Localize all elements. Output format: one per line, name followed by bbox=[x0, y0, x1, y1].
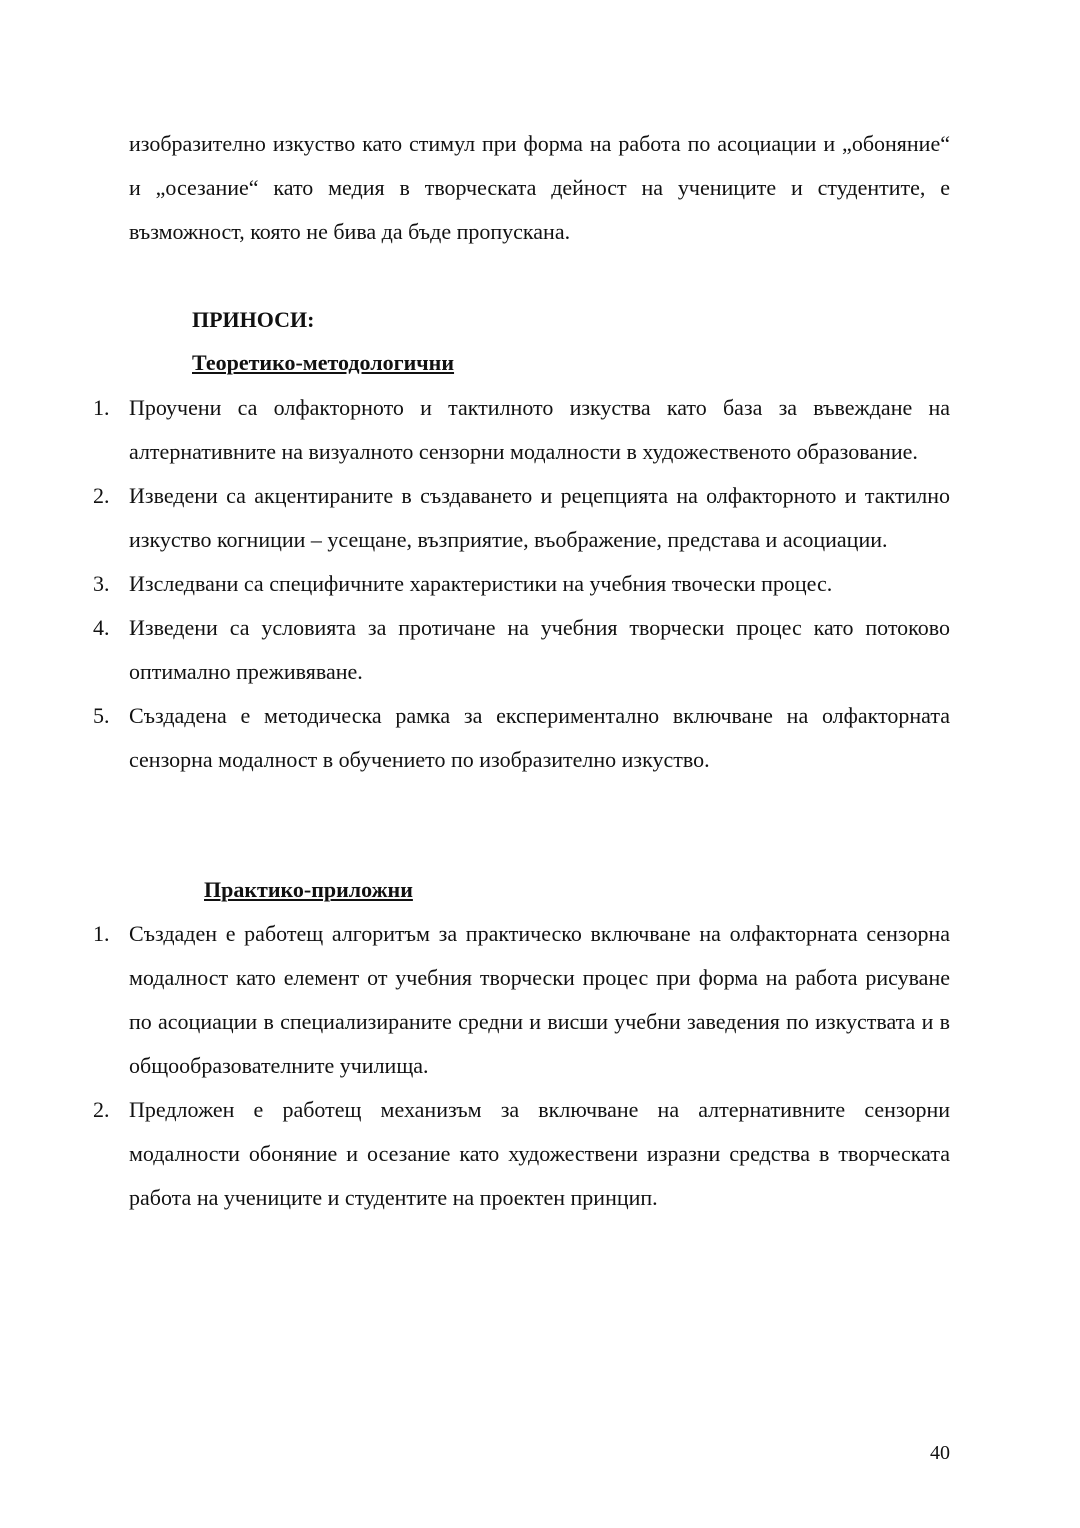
list-item-number: 4. bbox=[93, 615, 110, 640]
list-item bbox=[93, 386, 950, 474]
theoretical-list bbox=[93, 386, 950, 782]
list-item-number: 1. bbox=[93, 921, 110, 946]
list-item-number: 3. bbox=[93, 571, 110, 596]
list-item-number: 1. bbox=[93, 395, 110, 420]
list-item bbox=[93, 606, 950, 694]
list-item bbox=[93, 562, 950, 606]
list-item-number: 2. bbox=[93, 483, 110, 508]
list-item-number: 5. bbox=[93, 703, 110, 728]
list-item-number: 2. bbox=[93, 1097, 110, 1122]
list-item-text: Създадена е методическа рамка за експериментално включване на олфакторната сензорна модалност в обучението по изобразително изкуство. bbox=[129, 703, 950, 772]
contributions-heading: ПРИНОСИ: bbox=[192, 307, 315, 332]
list-item bbox=[93, 912, 950, 1088]
theoretical-subheading: Теоретико-методологични bbox=[192, 350, 455, 375]
list-item-text: Проучени са олфакторното и тактилното изкуства като база за въвеждане на алтернативните на визуалното сензорни модалности в художественото образование. bbox=[129, 395, 950, 464]
list-item-text: Изведени са условията за протичане на учебния творчески процес като потоково оптимално преживяване. bbox=[129, 615, 950, 684]
list-item-text: Предложен е работещ механизъм за включване на алтернативните сензорни модалности обоняние и осезание като художествени изразни средства в творческата работа на учениците и студентите на проектен принцип. bbox=[129, 1097, 950, 1210]
list-item bbox=[93, 694, 950, 782]
practical-list bbox=[93, 912, 950, 1220]
page-number: 40 bbox=[930, 1442, 950, 1464]
list-item-text: Изследвани са специфичните характеристики на учебния твочески процес. bbox=[129, 571, 833, 596]
list-item bbox=[93, 1088, 950, 1220]
practical-subheading: Практико-приложни bbox=[204, 877, 413, 902]
list-item-text: Изведени са акцентираните в създаването и рецепцията на олфакторното и тактилно изкуство когниции – усещане, възприятие, въображение, представа и асоциации. bbox=[129, 483, 950, 552]
intro-paragraph: изобразително изкуство като стимул при форма на работа по асоциации и „обоняние“ и „осезание“ като медия в творческата дейност на учениците и студентите, е възможност, която не бива да бъде пропускана. bbox=[129, 131, 950, 244]
list-item bbox=[93, 474, 950, 562]
list-item-text: Създаден е работещ алгоритъм за практическо включване на олфакторната сензорна модалност като елемент от учебния творчески процес при форма на работа рисуване по асоциации в специализираните средни и висши учебни заведения по изкуствата и в общообразователните училища. bbox=[129, 921, 950, 1078]
